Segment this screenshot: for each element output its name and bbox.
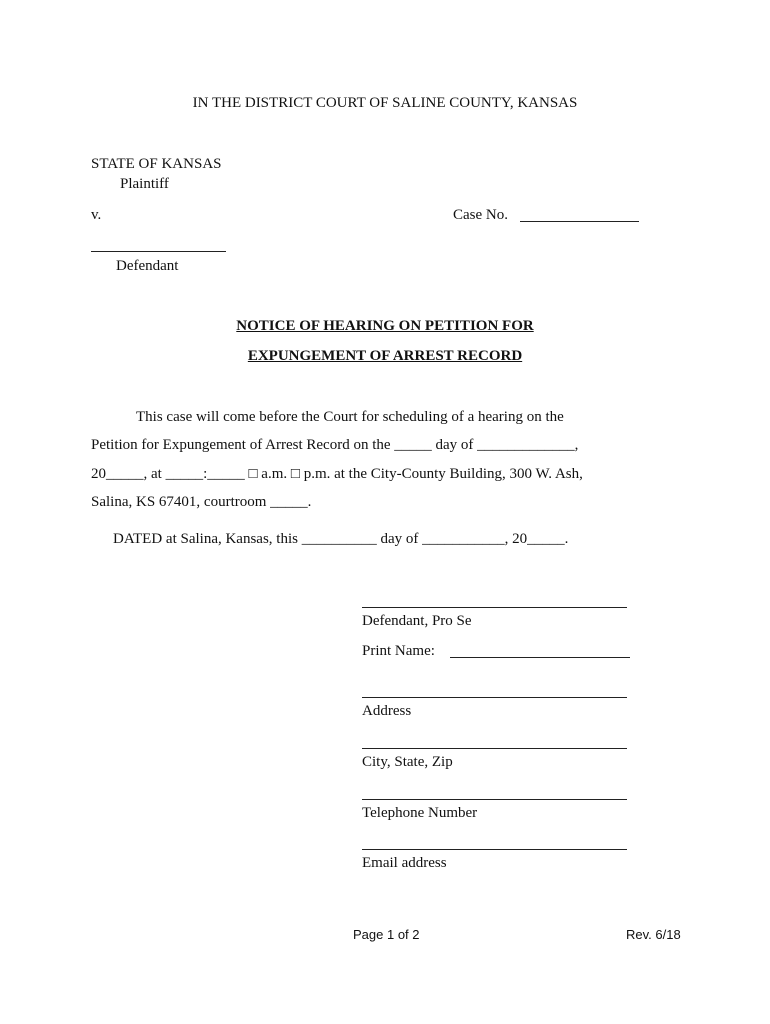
city-state-zip-line [362,748,627,749]
telephone-line [362,799,627,800]
body-line-3: 20_____, at _____:_____ □ a.m. □ p.m. at the City-County Building, 300 W. Ash, [91,466,583,482]
print-name-line [450,657,630,658]
address-line [362,697,627,698]
defendant-signature-line [362,607,627,608]
address-label: Address [362,703,412,719]
versus-label: v. [91,207,102,223]
page-number: Page 1 of 2 [353,927,420,942]
court-heading: IN THE DISTRICT COURT OF SALINE COUNTY, KANSAS [192,95,578,111]
body-line-1: This case will come before the Court for scheduling of a hearing on the [136,409,564,425]
revision-label: Rev. 6/18 [626,927,681,942]
body-line-2: Petition for Expungement of Arrest Record on the _____ day of _____________, [91,437,579,453]
plaintiff-role: Plaintiff [120,176,169,192]
case-number-line [520,221,639,222]
email-line [362,849,627,850]
body-line-4: Salina, KS 67401, courtroom _____. [91,494,312,510]
email-label: Email address [362,855,447,871]
defendant-role: Defendant [116,258,179,274]
print-name-label: Print Name: [362,643,435,659]
case-number-label: Case No. [453,207,508,223]
plaintiff-name: STATE OF KANSAS [91,156,222,172]
telephone-label: Telephone Number [362,805,478,821]
document-title-line1: NOTICE OF HEARING ON PETITION FOR [236,318,534,334]
defendant-name-line [91,251,226,252]
city-state-zip-label: City, State, Zip [362,754,453,770]
dated-line: DATED at Salina, Kansas, this __________ day of ___________, 20_____. [113,531,569,547]
defendant-pro-se-label: Defendant, Pro Se [362,613,472,629]
document-title-line2: EXPUNGEMENT OF ARREST RECORD [247,348,523,364]
